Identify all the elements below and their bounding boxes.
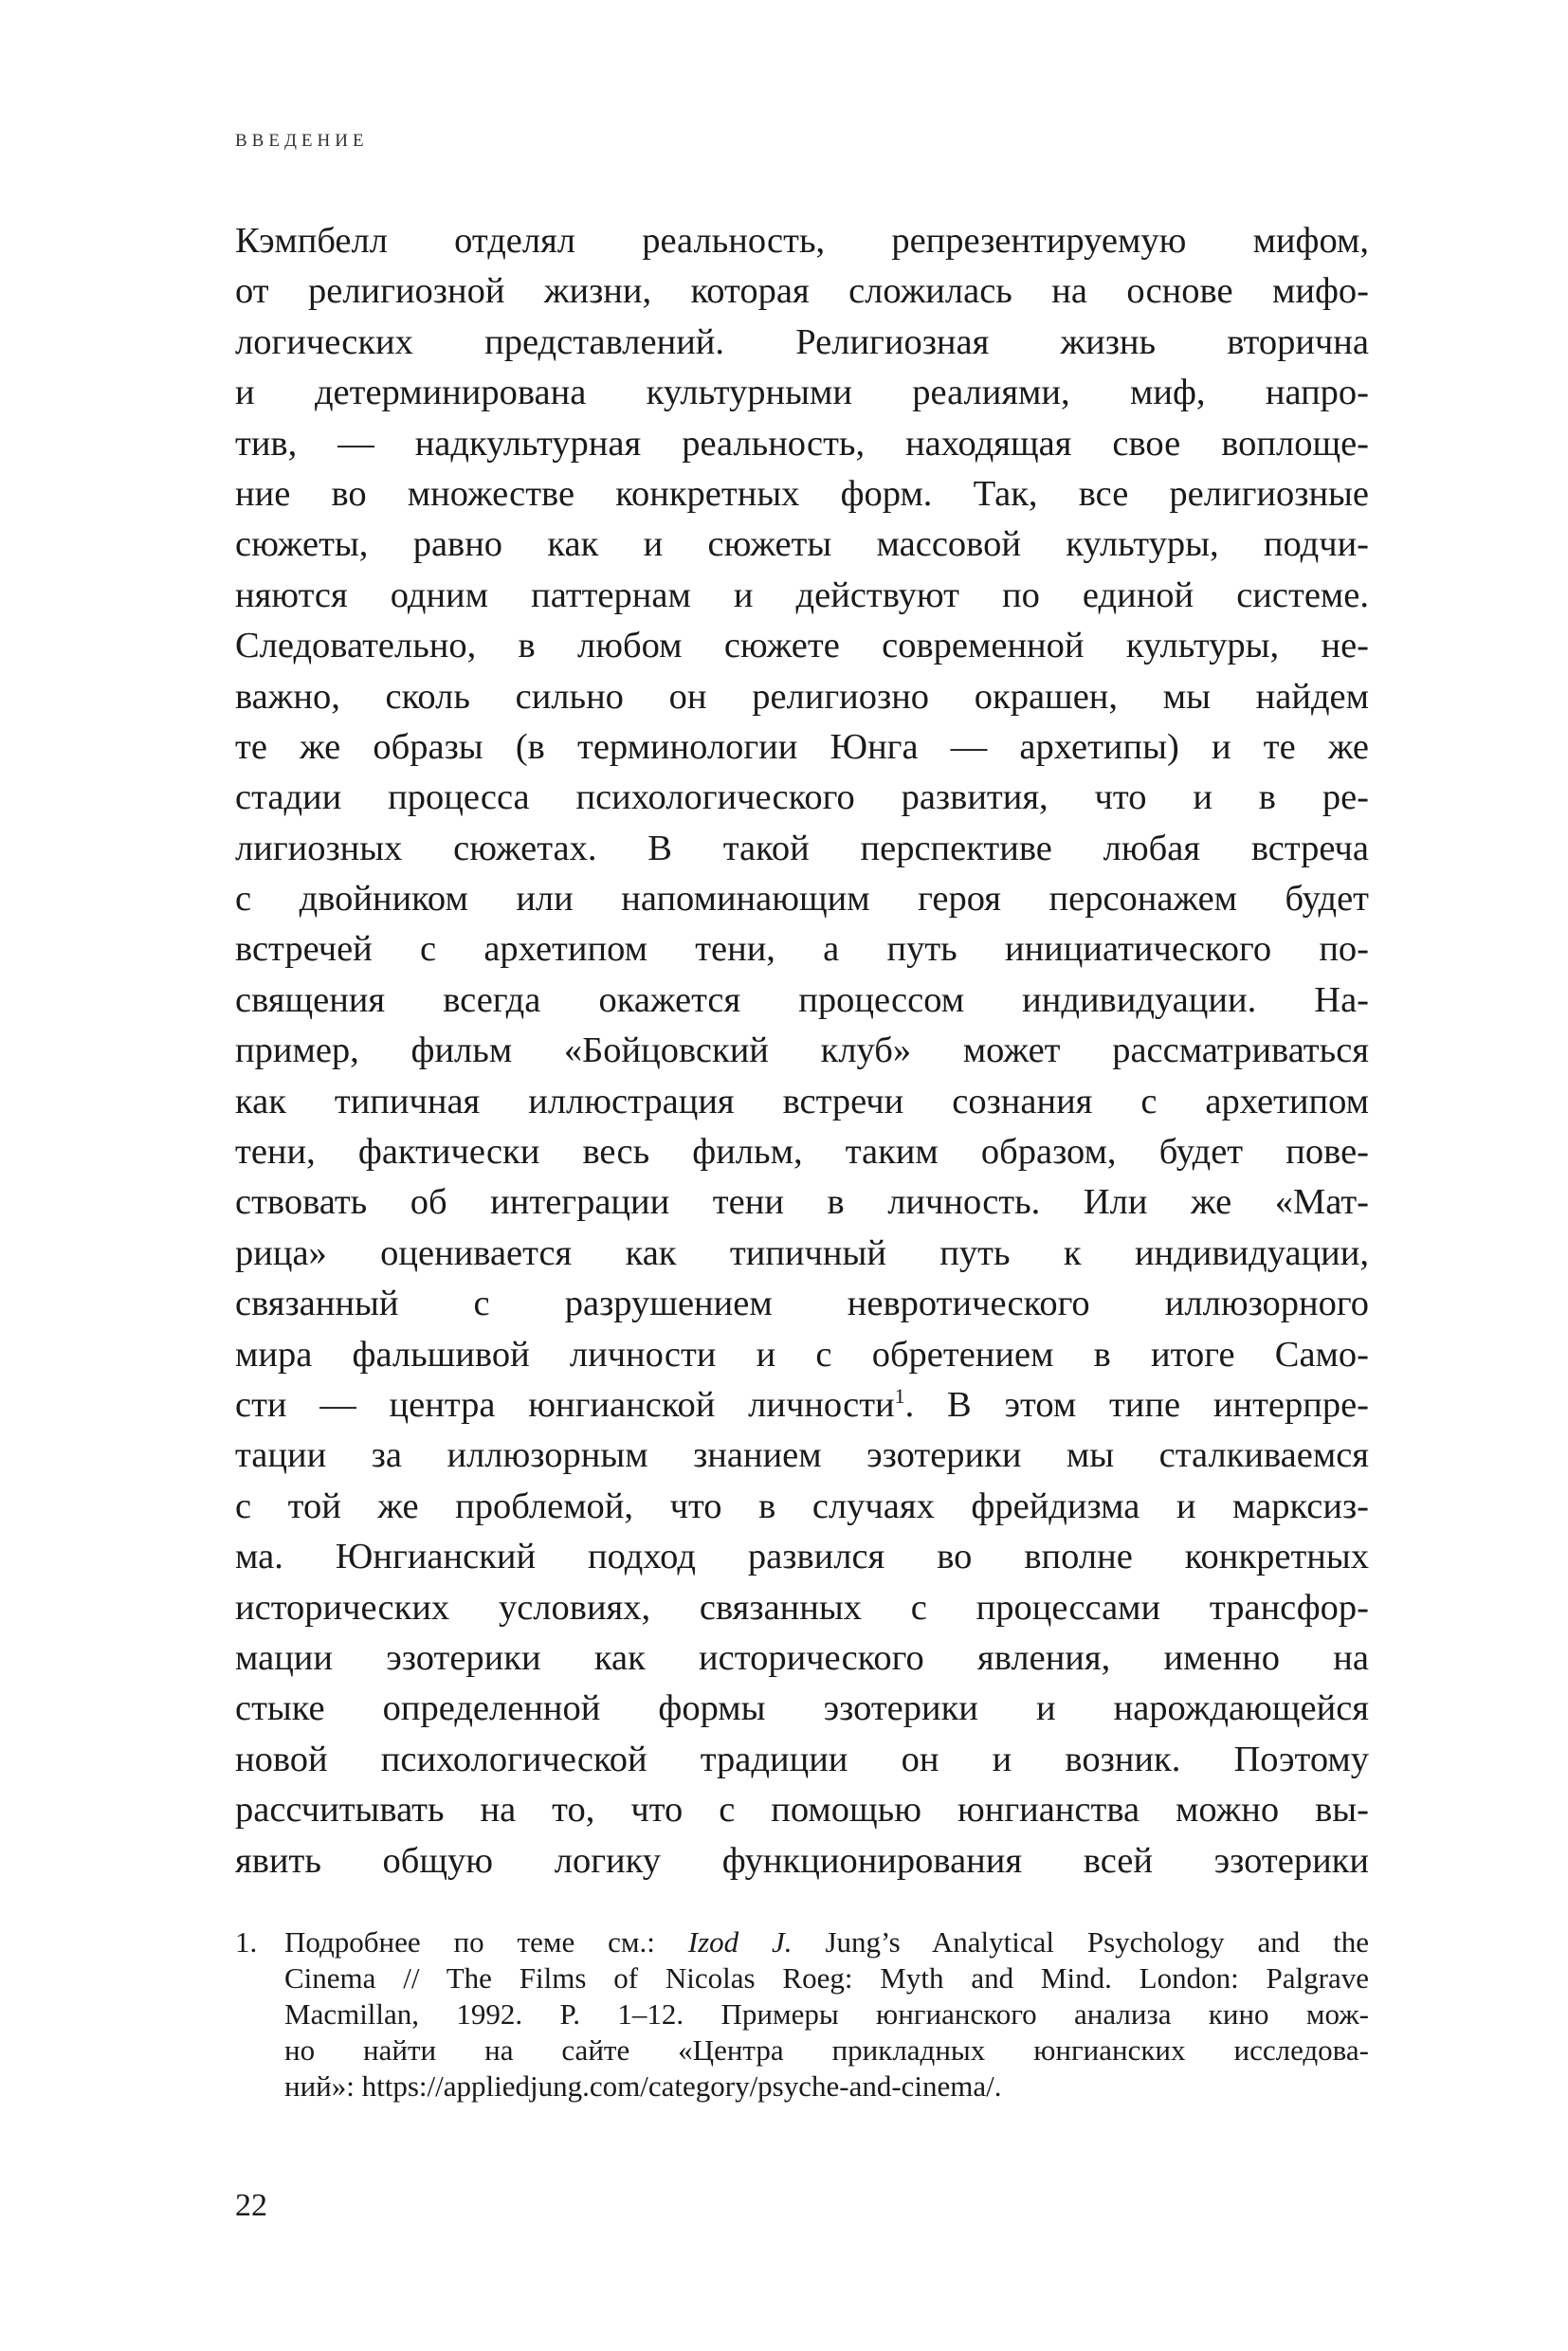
text-line: встречей с архетипом тени, а путь инициатического по-	[235, 929, 1369, 970]
text-line: от религиозной жизни, которая сложилась на основе мифо-	[235, 271, 1369, 312]
text-line: связанный с разрушением невротического иллюзорного	[235, 1284, 1369, 1324]
text-line: рица» оценивается как типичный путь к индивидуации,	[235, 1232, 1369, 1273]
footnote-line: но найти на сайте «Центра прикладных юнгианских исследова-	[284, 2033, 1369, 2067]
footnote	[235, 1924, 1369, 2105]
text-line: важно, сколь сильно он религиозно окрашен, мы найдем	[235, 676, 1369, 717]
text-line: с той же проблемой, что в случаях фрейдизма и марксиз-	[235, 1485, 1369, 1526]
text-line: мации эзотерики как исторического явления, именно на	[235, 1637, 1369, 1678]
text-line: стыке определенной формы эзотерики и нарождающейся	[235, 1688, 1369, 1729]
text-line: священия всегда окажется процессом индивидуации. На-	[235, 979, 1369, 1020]
text-line: мира фальшивой личности и с обретением в итоге Само-	[235, 1334, 1369, 1375]
text-line-start: сти — центра юнгианской личности	[235, 1384, 895, 1425]
footnote-text	[284, 1924, 1369, 2105]
text-line: сюжеты, равно как и сюжеты массовой культуры, подчи-	[235, 524, 1369, 565]
text-line: стадии процесса психологического развития, что и в ре-	[235, 777, 1369, 818]
text-line: няются одним паттернам и действуют по единой системе.	[235, 574, 1369, 615]
text-line: тени, фактически весь фильм, таким образом, будет пове-	[235, 1132, 1369, 1173]
body-paragraph	[235, 216, 1369, 1886]
footnote-author: Izod J.	[687, 1925, 793, 1959]
text-line: и детерминирована культурными реалиями, миф, напро-	[235, 373, 1369, 413]
footnote-ref[interactable]: 1	[894, 1384, 905, 1409]
text-line: тив, — надкультурная реальность, находящая свое воплоще-	[235, 423, 1369, 464]
footnote-line: Macmillan, 1992. P. 1–12. Примеры юнгианского анализа кино мож-	[284, 1997, 1369, 2031]
text-line: логических представлений. Религиозная жизнь вторична	[235, 321, 1369, 362]
footnote-line: Cinema // The Films of Nicolas Roeg: Myth and Mind. London: Palgrave	[284, 1961, 1369, 1995]
footnote-line	[284, 1924, 1369, 1960]
text-line-end: . В этом типе интерпре-	[904, 1384, 1369, 1425]
text-line: явить общую логику функционирования всей эзотерики	[235, 1840, 1369, 1881]
text-line: рассчитывать на то, что с помощью юнгианства можно вы-	[235, 1790, 1369, 1831]
footnote-prefix: Подробнее по теме см.:	[284, 1925, 688, 1959]
text-line: Кэмпбелл отделял реальность, репрезентируемую мифом,	[235, 221, 1369, 261]
text-line: ние во множестве конкретных форм. Так, все религиозные	[235, 473, 1369, 514]
text-line: Следовательно, в любом сюжете современной культуры, не-	[235, 626, 1369, 666]
footnote-line-url[interactable]: ний»: https://appliedjung.com/category/psyche-and-cinema/.	[284, 2069, 1002, 2103]
footnote-title: Jung’s Analytical Psychology and the	[792, 1925, 1369, 1959]
text-line: те же образы (в терминологии Юнга — архетипы) и те же	[235, 726, 1369, 767]
text-line: ма. Юнгианский подход развился во вполне конкретных	[235, 1537, 1369, 1577]
text-line: ствовать об интеграции тени в личность. Или же «Мат-	[235, 1182, 1369, 1223]
text-line: как типичная иллюстрация встречи сознания с архетипом	[235, 1081, 1369, 1121]
text-line: тации за иллюзорным знанием эзотерики мы сталкиваемся	[235, 1435, 1369, 1476]
page-number: 22	[235, 2188, 267, 2223]
text-line: пример, фильм «Бойцовский клуб» может рассматриваться	[235, 1030, 1369, 1071]
text-line: исторических условиях, связанных с процессами трансфор-	[235, 1587, 1369, 1628]
text-line: лигиозных сюжетах. В такой перспективе любая встреча	[235, 828, 1369, 868]
text-line: новой психологической традиции он и возник. Поэтому	[235, 1739, 1369, 1779]
text-line-with-footnote-ref	[235, 1380, 1369, 1431]
footnote-number: 1.	[235, 1925, 258, 1959]
text-line: с двойником или напоминающим героя персонажем будет	[235, 879, 1369, 920]
running-header: ВВЕДЕНИЕ	[235, 131, 369, 151]
